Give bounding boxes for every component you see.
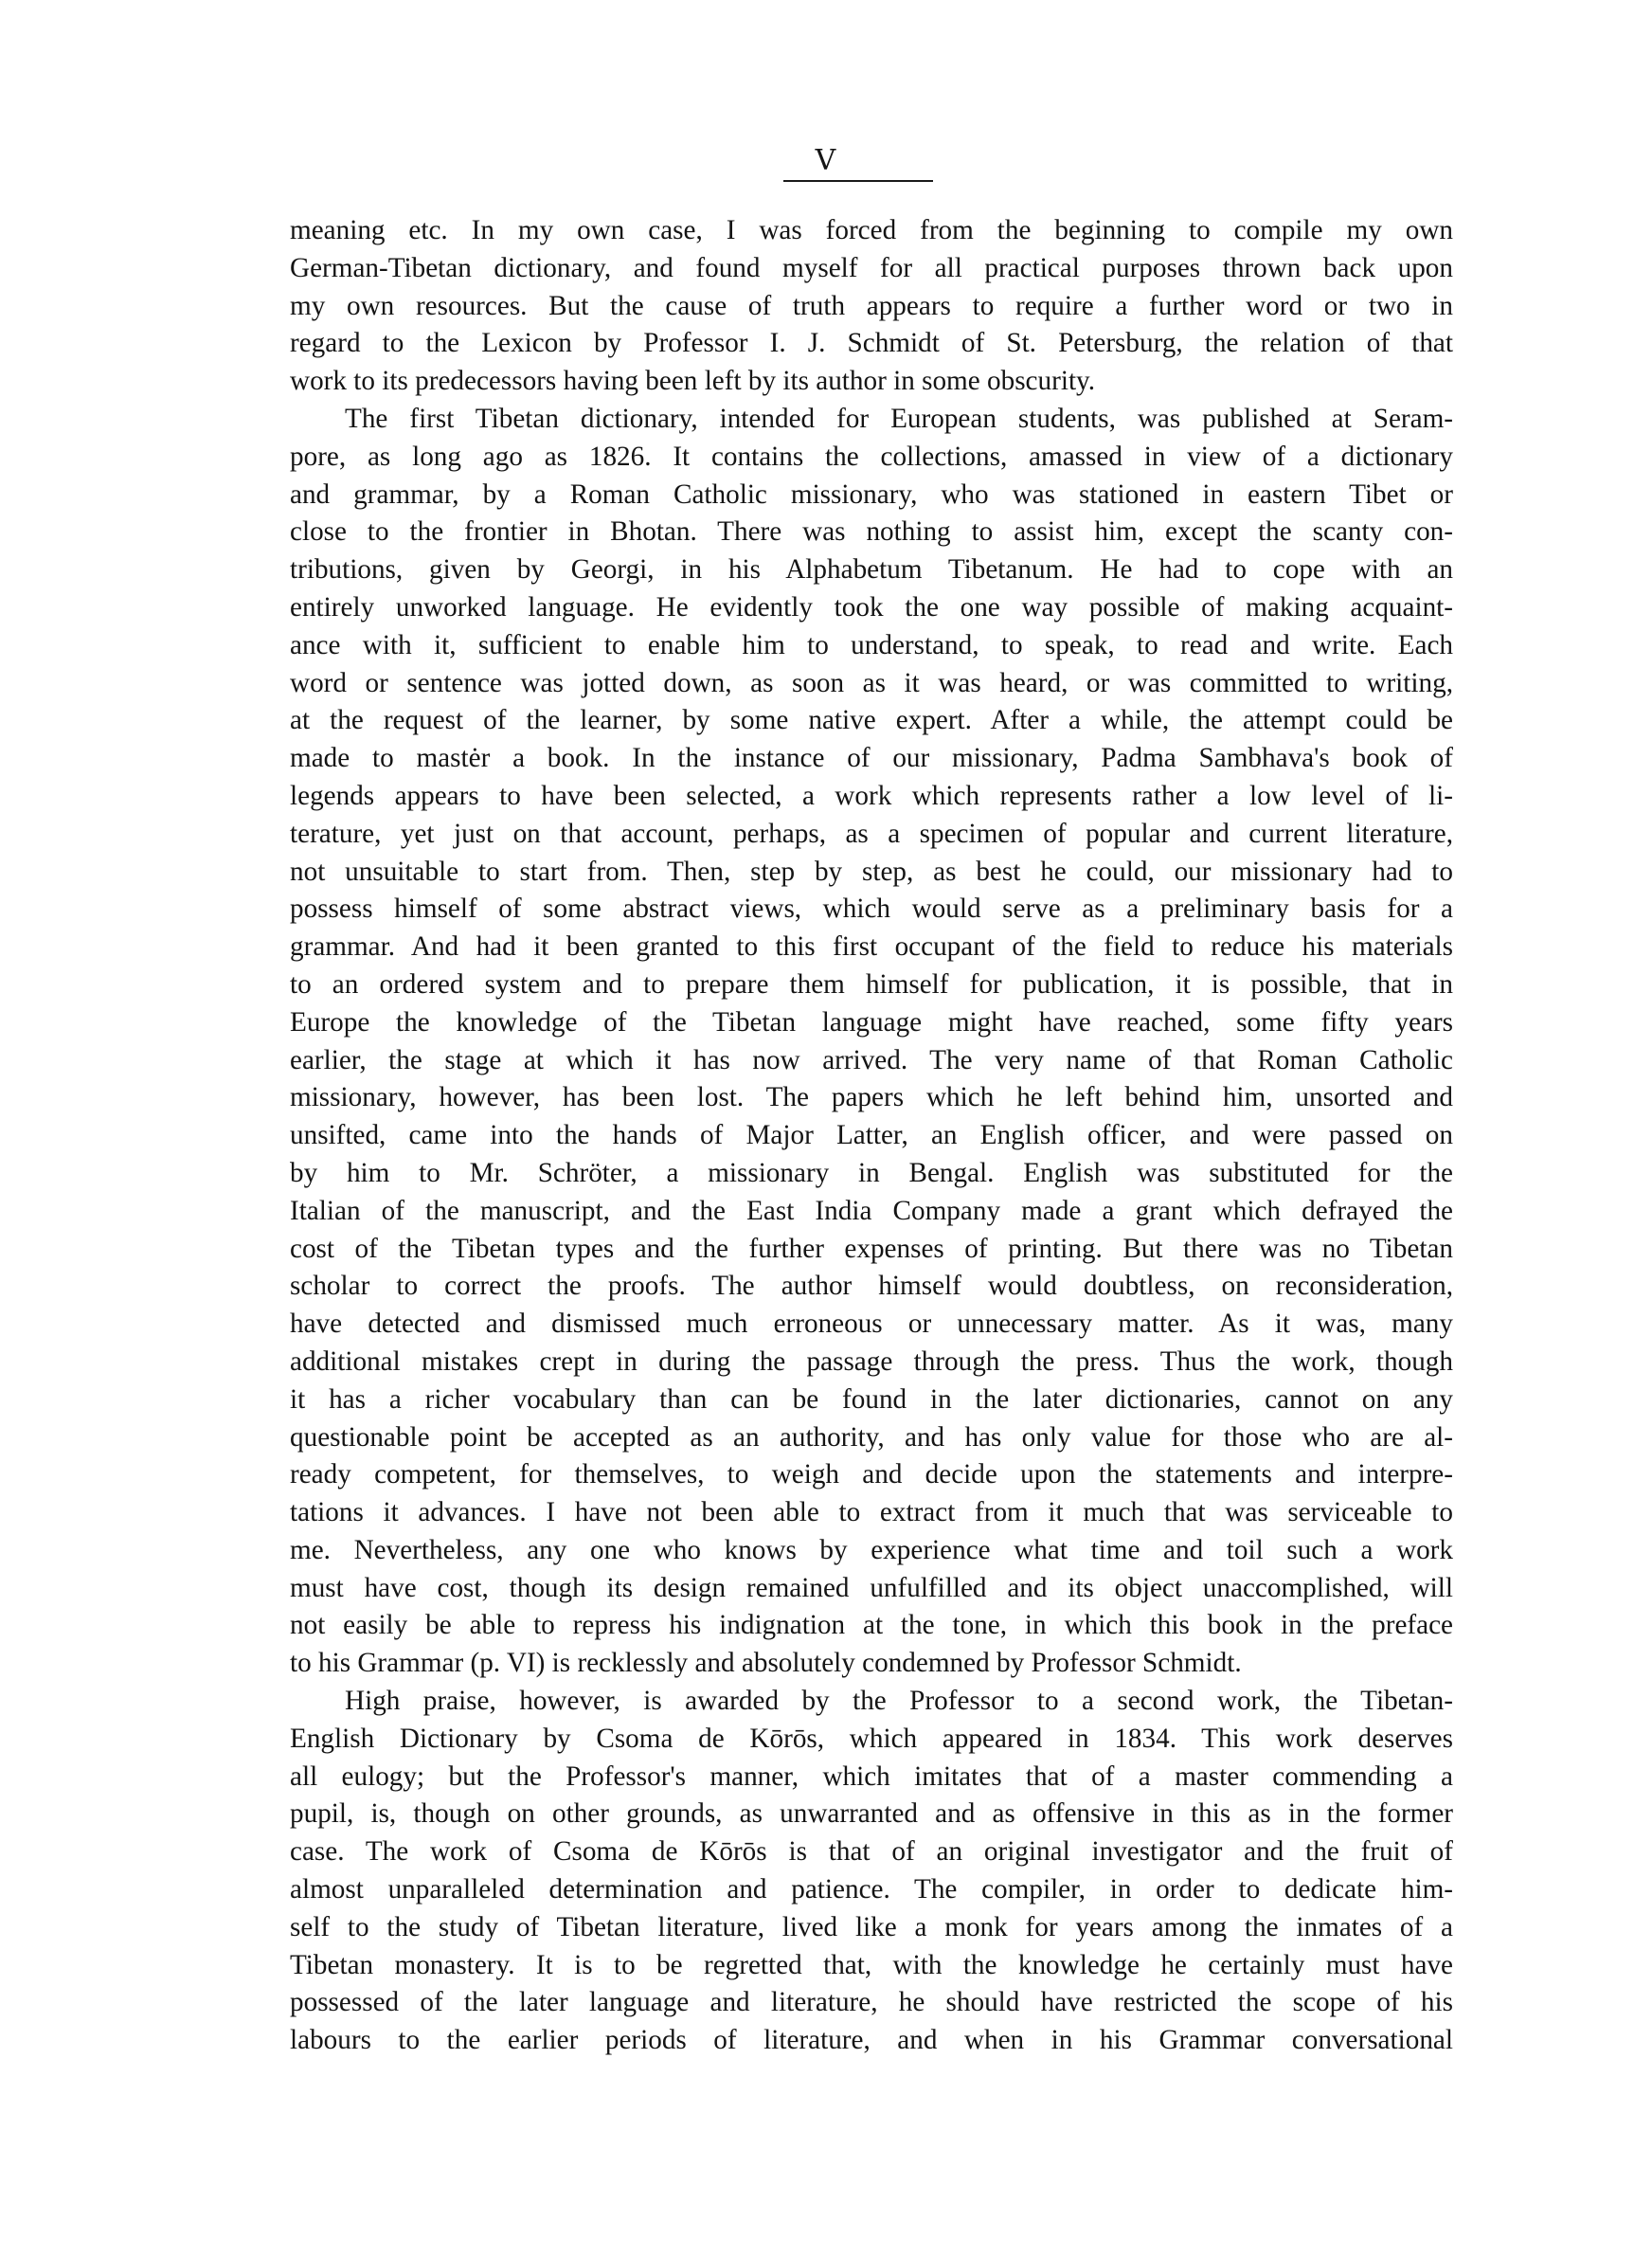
text-line: terature, yet just on that account, perhaps, as a specimen of popular and current literature, xyxy=(290,818,1453,849)
text-line: pupil, is, though on other grounds, as unwarranted and as offensive in this as in the former xyxy=(290,1798,1453,1830)
text-line: not unsuitable to start from. Then, step by step, as best he could, our missionary had to xyxy=(290,856,1453,887)
text-line: missionary, however, has been lost. The papers which he left behind him, unsorted and xyxy=(290,1082,1453,1113)
text-line: self to the study of Tibetan literature, lived like a monk for years among the inmates of a xyxy=(290,1911,1453,1942)
text-line: grammar. And had it been granted to this first occupant of the field to reduce his materials xyxy=(290,931,1453,963)
text-line: almost unparalleled determination and patience. The compiler, in order to dedicate him- xyxy=(290,1874,1453,1905)
text-line: tations it advances. I have not been able to extract from it much that was serviceable to xyxy=(290,1497,1453,1528)
text-line: not easily be able to repress his indignation at the tone, in which this book in the preface xyxy=(290,1610,1453,1641)
text-line: tributions, given by Georgi, in his Alphabetum Tibetanum. He had to cope with an xyxy=(290,554,1453,586)
header-rule xyxy=(783,180,933,182)
text-line: Europe the knowledge of the Tibetan language might have reached, some fifty years xyxy=(290,1006,1453,1038)
text-line: meaning etc. In my own case, I was forced from the beginning to compile my own xyxy=(290,215,1453,245)
text-line: English Dictionary by Csoma de Kōrōs, which appeared in 1834. This work deserves xyxy=(290,1723,1453,1754)
text-line: by him to Mr. Schröter, a missionary in Bengal. English was substituted for the xyxy=(290,1157,1453,1188)
text-line: have detected and dismissed much erroneous or unnecessary matter. As it was, many xyxy=(290,1309,1453,1340)
text-line: work to its predecessors having been left by its author in some obscurity. xyxy=(290,366,1096,397)
text-line: cost of the Tibetan types and the further expenses of printing. But there was no Tibetan xyxy=(290,1233,1453,1264)
text-line: German-Tibetan dictionary, and found myself for all practical purposes thrown back upon xyxy=(290,252,1453,283)
text-line: pore, as long ago as 1826. It contains the collections, amassed in view of a dictionary xyxy=(290,441,1453,472)
text-line: additional mistakes crept in during the passage through the press. Thus the work, though xyxy=(290,1345,1453,1377)
text-line: possess himself of some abstract views, which would serve as a preliminary basis for a xyxy=(290,894,1453,925)
text-line: it has a richer vocabulary than can be found in the later dictionaries, cannot on any xyxy=(290,1383,1453,1415)
text-line: all eulogy; but the Professor's manner, which imitates that of a master commending a xyxy=(290,1760,1453,1792)
text-line: word or sentence was jotted down, as soon as it was heard, or was committed to writing, xyxy=(290,667,1453,698)
text-line: legends appears to have been selected, a work which represents rather a low level of li- xyxy=(290,780,1453,811)
text-line: case. The work of Csoma de Kōrōs is that of an original investigator and the fruit of xyxy=(290,1836,1453,1868)
text-line: entirely unworked language. He evidently took the one way possible of making acquaint- xyxy=(290,591,1453,623)
text-line: questionable point be accepted as an authority, and has only value for those who are al- xyxy=(290,1421,1453,1453)
text-line: me. Nevertheless, any one who knows by experience what time and toil such a work xyxy=(290,1534,1453,1565)
text-line: ance with it, sufficient to enable him to understand, to speak, to read and write. Each xyxy=(290,629,1453,660)
text-line: The first Tibetan dictionary, intended for European students, was published at Seram- xyxy=(345,403,1453,434)
text-line: close to the frontier in Bhotan. There was nothing to assist him, except the scanty con- xyxy=(290,516,1453,548)
text-line: ready competent, for themselves, to weigh and decide upon the statements and interpre- xyxy=(290,1459,1453,1490)
text-line: scholar to correct the proofs. The author himself would doubtless, on reconsideration, xyxy=(290,1271,1453,1302)
text-line: made to mastėr a book. In the instance of our missionary, Padma Sambhava's book of xyxy=(290,743,1453,774)
text-line: Italian of the manuscript, and the East India Company made a grant which defrayed the xyxy=(290,1195,1453,1226)
text-line: earlier, the stage at which it has now arrived. The very name of that Roman Catholic xyxy=(290,1044,1453,1075)
text-line: possessed of the later language and literature, he should have restricted the scope of his xyxy=(290,1987,1453,2018)
text-line: my own resources. But the cause of truth appears to require a further word or two in xyxy=(290,290,1453,321)
text-line: regard to the Lexicon by Professor I. J. Schmidt of St. Petersburg, the relation of that xyxy=(290,328,1453,359)
text-line: and grammar, by a Roman Catholic missionary, who was stationed in eastern Tibet or xyxy=(290,478,1453,510)
text-line: at the request of the learner, by some native expert. After a while, the attempt could be xyxy=(290,705,1453,736)
text-line: High praise, however, is awarded by the Professor to a second work, the Tibetan- xyxy=(345,1686,1453,1717)
text-line: to his Grammar (p. VI) is recklessly and absolutely condemned by Professor Schmidt. xyxy=(290,1648,1242,1679)
body-text xyxy=(290,212,1453,2060)
text-line: to an ordered system and to prepare them himself for publication, it is possible, that in xyxy=(290,968,1453,1000)
text-line: unsifted, came into the hands of Major Latter, an English officer, and were passed on xyxy=(290,1120,1453,1151)
text-line: must have cost, though its design remained unfulfilled and its object unaccomplished, will xyxy=(290,1572,1453,1603)
text-line: labours to the earlier periods of literature, and when in his Grammar conversational xyxy=(290,2025,1453,2056)
page-number: V xyxy=(815,144,837,177)
text-line: Tibetan monastery. It is to be regretted that, with the knowledge he certainly must have xyxy=(290,1949,1453,1980)
